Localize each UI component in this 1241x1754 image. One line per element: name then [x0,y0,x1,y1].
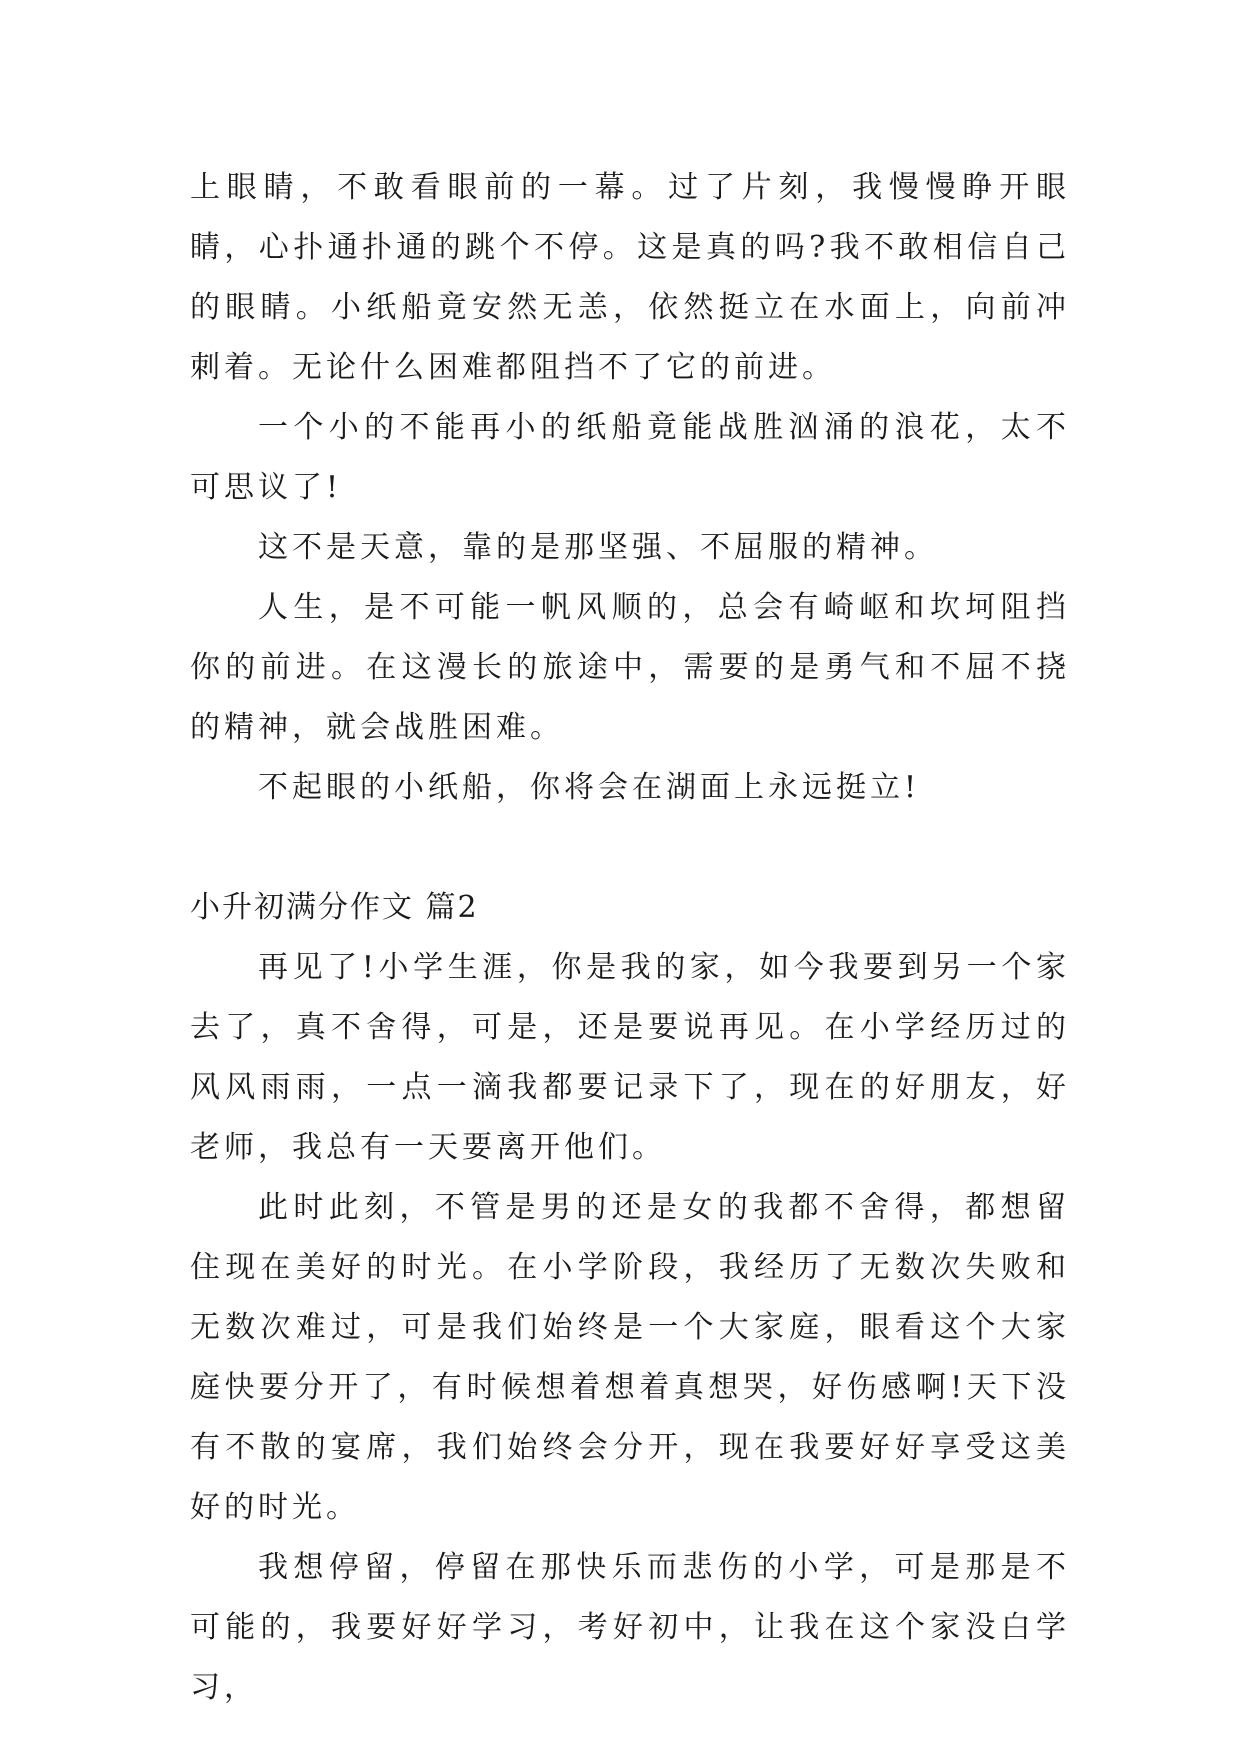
paragraph: 这不是天意，靠的是那坚强、不屈服的精神。 [258,530,938,565]
paragraph: 我想停留，停留在那快乐而悲伤的小学，可是那是不可能的，我要好好学习，考好初中，让我在这个家没白学习， [190,1550,1070,1705]
paragraph: 再见了!小学生涯，你是我的家，如今我要到另一个家去了，真不舍得，可是，还是要说再见。在小学经历过的风风雨雨，一点一滴我都要记录下了，现在的好朋友，好老师，我总有一天要离开他们。 [190,950,1070,1165]
document-body [190,158,1070,1718]
section-title: 小升初满分作文 篇2 [190,890,479,925]
paragraph: 此时此刻，不管是男的还是女的我都不舍得，都想留住现在美好的时光。在小学阶段，我经历了无数次失败和无数次难过，可是我们始终是一个大家庭，眼看这个大家庭快要分开了，有时候想着想着真想哭，好伤感啊!天下没有不散的宴席，我们始终会分开，现在我要好好享受这美好的时光。 [190,1190,1070,1525]
paragraph: 人生，是不可能一帆风顺的，总会有崎岖和坎坷阻挡你的前进。在这漫长的旅途中，需要的是勇气和不屈不挠的精神，就会战胜困难。 [190,590,1070,745]
paragraph: 一个小的不能再小的纸船竟能战胜汹涌的浪花，太不可思议了! [190,410,1070,505]
paragraph-continuation: 上眼睛，不敢看眼前的一幕。过了片刻，我慢慢睁开眼睛，心扑通扑通的跳个不停。这是真的吗?我不敢相信自己的眼睛。小纸船竟安然无恙，依然挺立在水面上，向前冲刺着。无论什么困难都阻挡不了它的前进。 [190,170,1070,385]
paragraph: 不起眼的小纸船，你将会在湖面上永远挺立! [258,770,921,805]
